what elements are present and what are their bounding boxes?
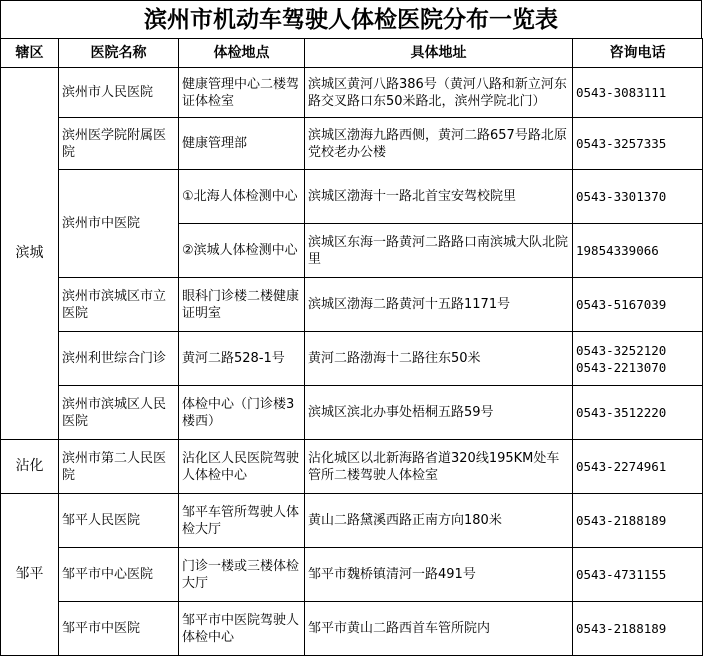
- header-address: 具体地址: [305, 39, 573, 68]
- table-row: [1, 386, 703, 440]
- address-cell: 沾化城区以北新海路省道320线195KM处车管所二楼驾驶人体检室: [305, 440, 573, 494]
- hospital-cell: 滨州市第二人民医院: [59, 440, 179, 494]
- hospital-cell: 滨州市中医院: [59, 170, 179, 278]
- address-cell: 滨城区渤海二路黄河十五路1171号: [305, 278, 573, 332]
- table-row: [1, 170, 703, 224]
- table-row: [1, 602, 703, 656]
- phone-cell: 0543-2274961: [573, 440, 703, 494]
- table-row: [1, 548, 703, 602]
- address-cell: 滨城区滨北办事处梧桐五路59号: [305, 386, 573, 440]
- table-header-row: [1, 39, 703, 68]
- hospital-cell: 滨州利世综合门诊: [59, 332, 179, 386]
- hospital-table: [0, 38, 703, 656]
- phone-cell: 0543-3083111: [573, 68, 703, 118]
- phone-cell: 0543-5167039: [573, 278, 703, 332]
- location-cell: 黄河二路528-1号: [179, 332, 305, 386]
- address-cell: 滨城区渤海九路西侧，黄河二路657号路北原党校老办公楼: [305, 118, 573, 170]
- address-cell: 黄河二路渤海十二路往东50米: [305, 332, 573, 386]
- location-cell: 健康管理部: [179, 118, 305, 170]
- district-cell-zouping: 邹平: [1, 494, 59, 656]
- header-phone: 咨询电话: [573, 39, 703, 68]
- hospital-cell: 滨州市滨城区人民医院: [59, 386, 179, 440]
- hospital-cell: 滨州市人民医院: [59, 68, 179, 118]
- hospital-cell: 邹平人民医院: [59, 494, 179, 548]
- phone-cell: 0543-3257335: [573, 118, 703, 170]
- hospital-cell: 滨州医学院附属医院: [59, 118, 179, 170]
- phone-line-2: 0543-2213070: [576, 359, 667, 375]
- district-cell-bincheng: 滨城: [1, 68, 59, 440]
- address-cell: 滨城区黄河八路386号（黄河八路和新立河东路交叉路口东50米路北，滨州学院北门）: [305, 68, 573, 118]
- location-cell: 沾化区人民医院驾驶人体检中心: [179, 440, 305, 494]
- phone-cell: 0543-3301370: [573, 170, 703, 224]
- table-row: [1, 494, 703, 548]
- address-cell: 滨城区东海一路黄河二路路口南滨城大队北院里: [305, 224, 573, 278]
- table-row: [1, 278, 703, 332]
- header-hospital: 医院名称: [59, 39, 179, 68]
- location-cell: 健康管理中心二楼驾证体检室: [179, 68, 305, 118]
- location-cell: ①北海人体检测中心: [179, 170, 305, 224]
- address-cell: 滨城区渤海十一路北首宝安驾校院里: [305, 170, 573, 224]
- hospital-cell: 滨州市滨城区市立医院: [59, 278, 179, 332]
- phone-cell: 0543-2188189: [573, 494, 703, 548]
- address-cell: 黄山二路黛溪西路正南方向180米: [305, 494, 573, 548]
- location-cell: 门诊一楼或三楼体检大厅: [179, 548, 305, 602]
- hospital-cell: 邹平市中心医院: [59, 548, 179, 602]
- table-row: [1, 332, 703, 386]
- phone-cell: [573, 332, 703, 386]
- header-district: 辖区: [1, 39, 59, 68]
- phone-cell: 0543-3512220: [573, 386, 703, 440]
- address-cell: 邹平市魏桥镇清河一路491号: [305, 548, 573, 602]
- location-cell: 体检中心（门诊楼3楼西）: [179, 386, 305, 440]
- district-cell-zhanhua: 沾化: [1, 440, 59, 494]
- page-title: 滨州市机动车驾驶人体检医院分布一览表: [0, 0, 702, 38]
- location-cell: ②滨城人体检测中心: [179, 224, 305, 278]
- hospital-cell: 邹平市中医院: [59, 602, 179, 656]
- table-row: [1, 440, 703, 494]
- location-cell: 眼科门诊楼二楼健康证明室: [179, 278, 305, 332]
- location-cell: 邹平市中医院驾驶人体检中心: [179, 602, 305, 656]
- table-row: [1, 68, 703, 118]
- phone-cell: 19854339066: [573, 224, 703, 278]
- header-location: 体检地点: [179, 39, 305, 68]
- address-cell: 邹平市黄山二路西首车管所院内: [305, 602, 573, 656]
- table-row: [1, 118, 703, 170]
- phone-cell: 0543-4731155: [573, 548, 703, 602]
- phone-line-1: 0543-3252120: [576, 342, 667, 358]
- phone-cell: 0543-2188189: [573, 602, 703, 656]
- location-cell: 邹平车管所驾驶人体检大厅: [179, 494, 305, 548]
